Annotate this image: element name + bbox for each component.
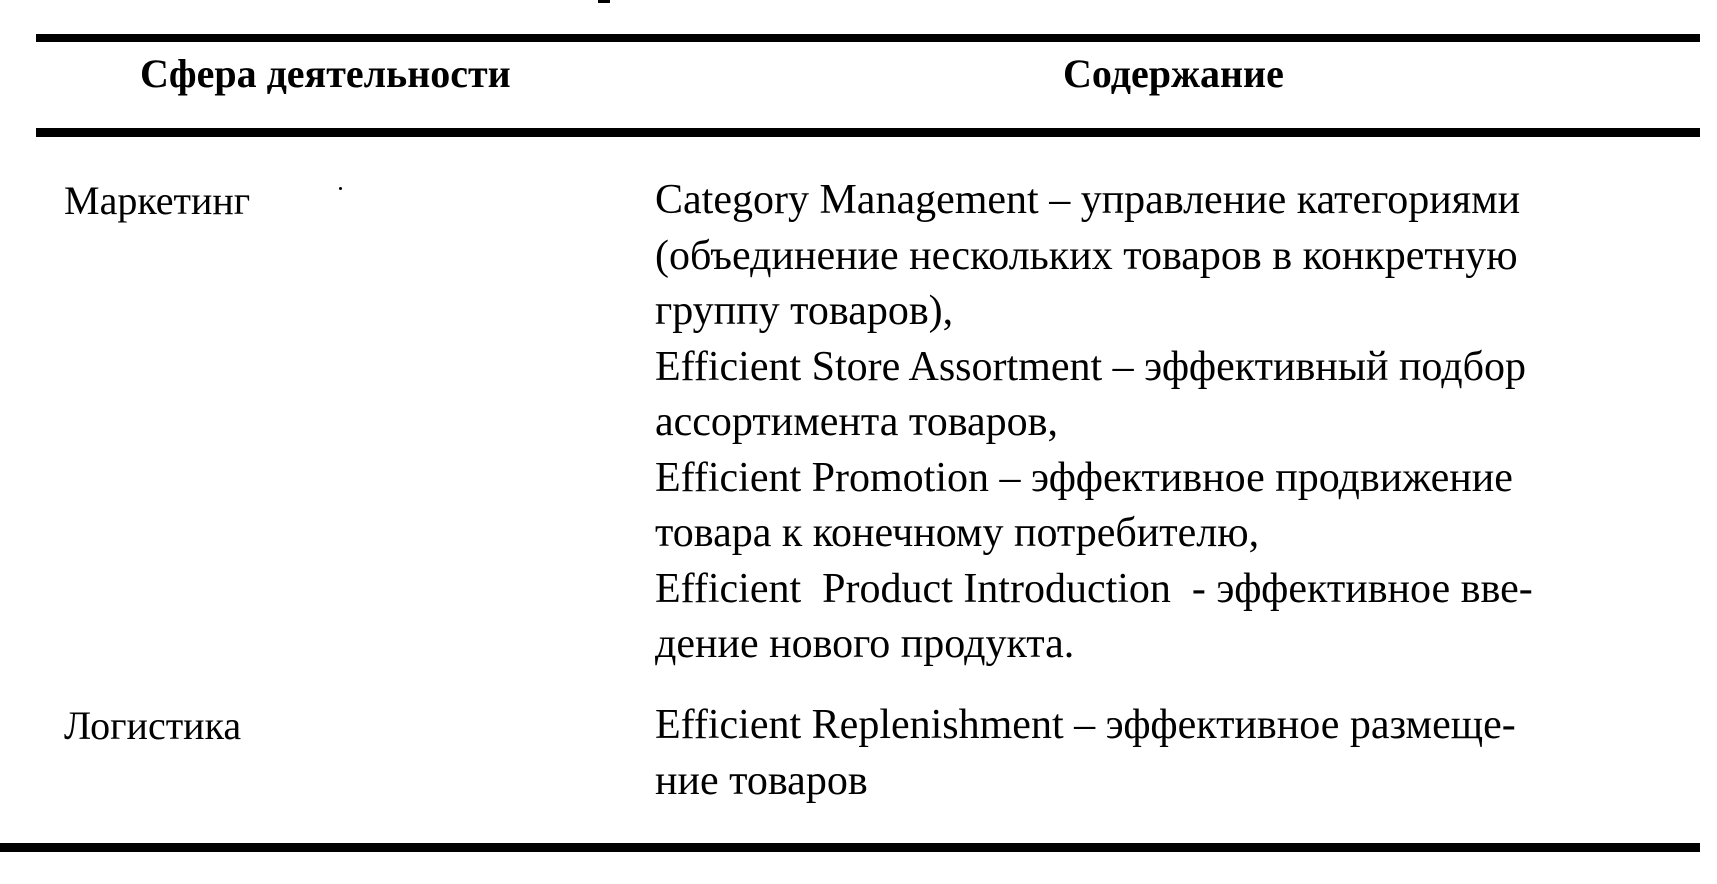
header-content: Содержание bbox=[1063, 51, 1284, 96]
content-line: Efficient Product Introduction - эффективное вве- bbox=[655, 565, 1533, 612]
row-activity-logistics: Логистика bbox=[64, 703, 242, 748]
content-line: Efficient Store Assortment – эффективный подбор bbox=[655, 343, 1526, 390]
row-content-marketing bbox=[655, 173, 1695, 673]
content-line: Efficient Promotion – эффективное продвижение bbox=[655, 454, 1513, 501]
scan-dot bbox=[339, 187, 342, 190]
content-line: (объединение нескольких товаров в конкретную bbox=[655, 232, 1518, 279]
content-line: ассортимента товаров, bbox=[655, 399, 1058, 445]
top-edge-mark bbox=[598, 0, 610, 3]
content-line: группу товаров), bbox=[655, 288, 954, 334]
table-bottom-rule bbox=[0, 843, 1700, 852]
header-activity: Сфера деятельности bbox=[140, 51, 511, 96]
table-top-rule bbox=[36, 34, 1700, 42]
content-line: Efficient Replenishment – эффективное размеще- bbox=[655, 702, 1516, 748]
content-line: дение нового продукта. bbox=[655, 621, 1075, 667]
row-content-logistics bbox=[655, 698, 1695, 809]
row-activity-marketing: Маркетинг bbox=[64, 178, 251, 223]
content-line: товара к конечному потребителю, bbox=[655, 510, 1260, 556]
content-line: ние товаров bbox=[655, 757, 868, 804]
table-header-rule bbox=[36, 128, 1700, 137]
content-line: Category Management – управление категориями bbox=[655, 177, 1521, 223]
